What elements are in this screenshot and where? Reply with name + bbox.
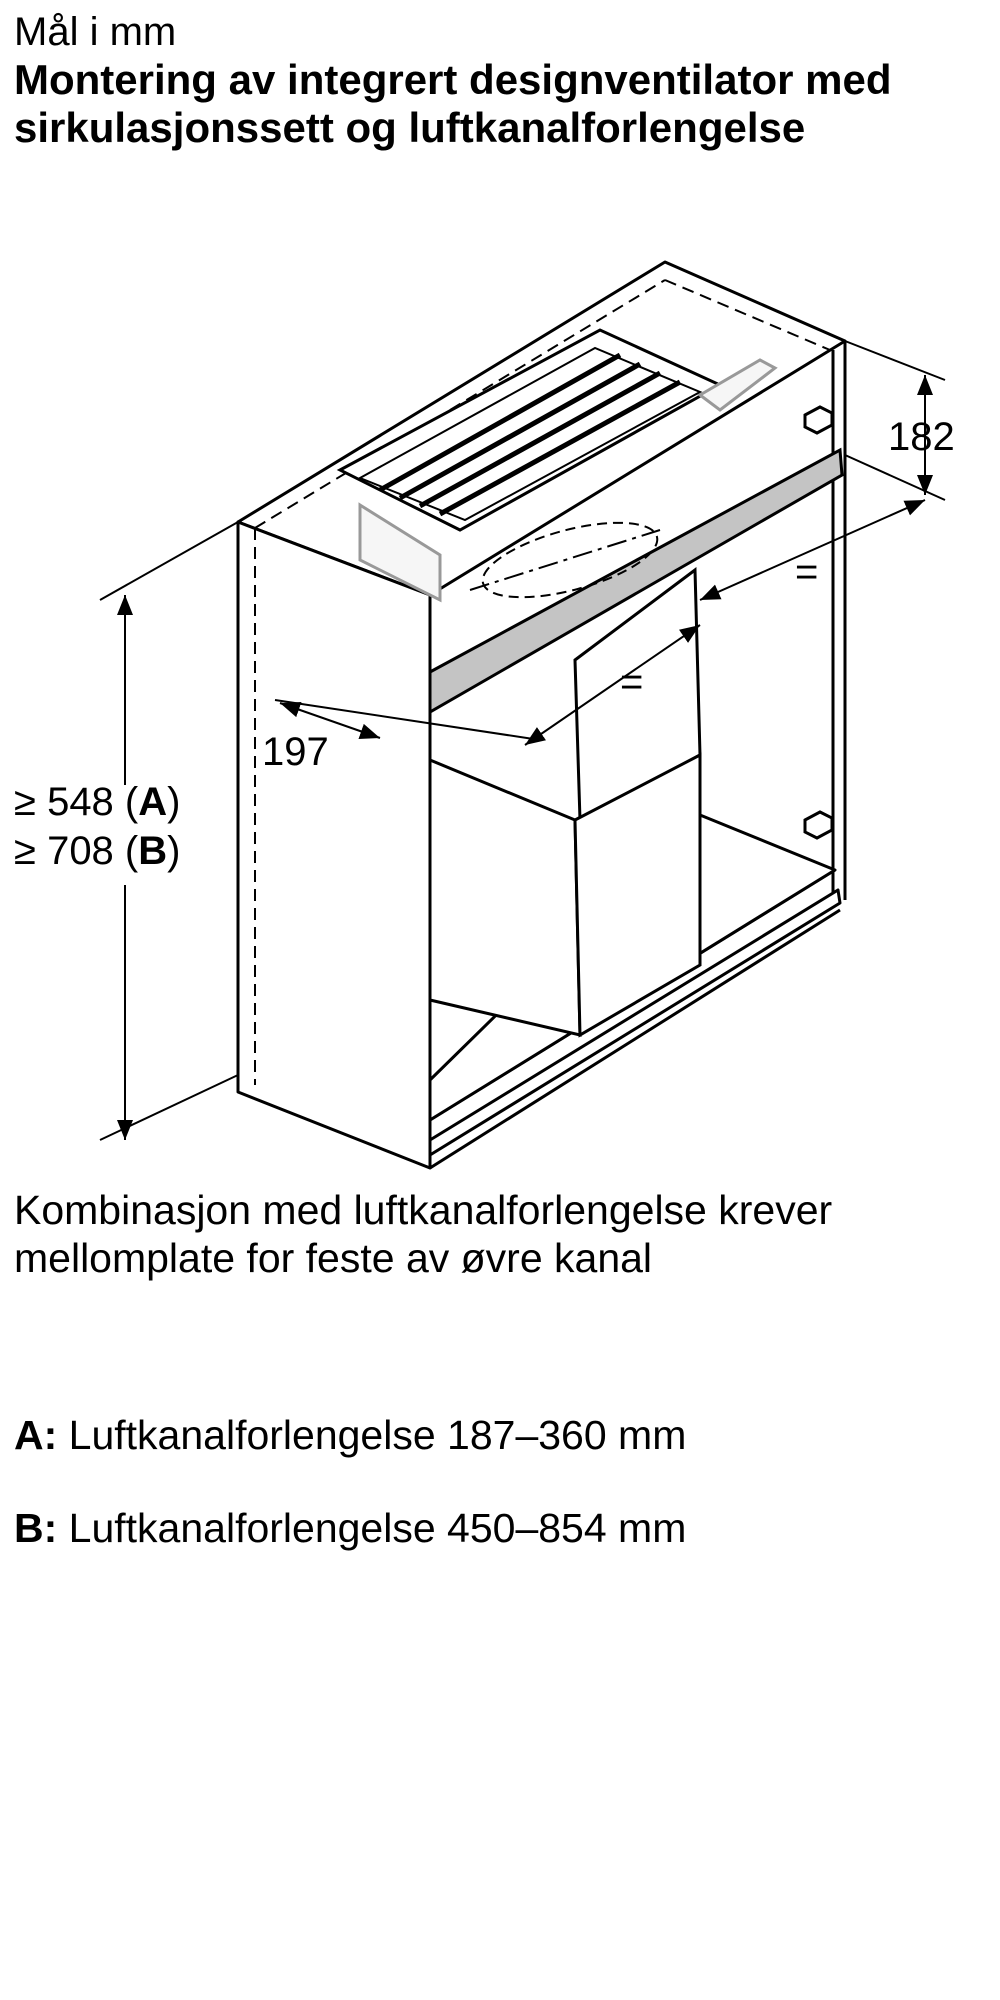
dim-depth-top: 182 <box>888 415 955 459</box>
dim-height-b: ≥ 708 (B) <box>14 829 181 873</box>
legend-item-a <box>14 1412 686 1459</box>
unit-note: Mål i mm <box>14 10 177 54</box>
installation-note: Kombinasjon med luftkanalforlengelse krever mellomplate for feste av øvre kanal <box>14 1187 833 1281</box>
legend-key: B: <box>14 1505 58 1551</box>
dim-equal-right: = <box>795 550 819 594</box>
duct-extension <box>430 570 700 1035</box>
legend-text: Luftkanalforlengelse 450–854 mm <box>68 1505 687 1551</box>
legend-item-b <box>14 1505 686 1552</box>
dim-height-a: ≥ 548 (A) <box>14 780 181 824</box>
dim-offset-front: 197 <box>262 730 329 774</box>
dim-equal-left: = <box>620 660 644 704</box>
legend-text: Luftkanalforlengelse 187–360 mm <box>68 1412 687 1458</box>
legend-key: A: <box>14 1412 58 1458</box>
cabinet-installation-drawing <box>0 240 1000 1170</box>
page-title: Montering av integrert designventilator med sirkulasjonssett og luftkanalforlengelse <box>14 56 892 151</box>
